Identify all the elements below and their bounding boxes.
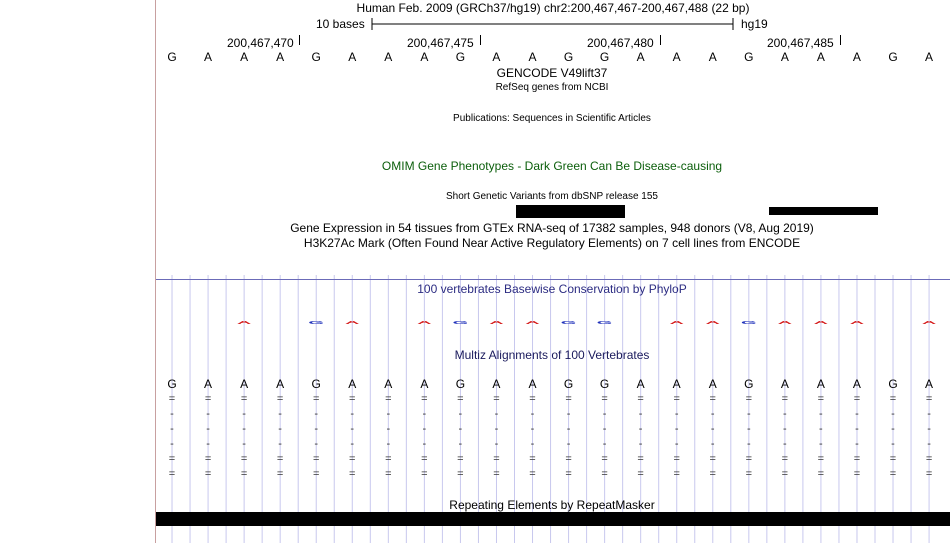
- alignment-cell: -: [530, 423, 535, 435]
- ruler-position: 200,467,480: [587, 36, 654, 50]
- alignment-cell: =: [853, 453, 861, 465]
- conservation-glyph: G: [308, 320, 324, 326]
- omim-track-title[interactable]: OMIM Gene Phenotypes - Dark Green Can Be Disease-causing: [381, 159, 723, 173]
- alignment-cell: =: [637, 468, 644, 480]
- human-base: G: [455, 377, 466, 391]
- alignment-cell: -: [206, 408, 210, 420]
- alignment-cell: =: [601, 453, 608, 465]
- alignment-cell: =: [925, 468, 933, 480]
- alignment-cell: =: [457, 393, 464, 405]
- human-base: A: [708, 377, 717, 391]
- alignment-cell: =: [421, 393, 428, 405]
- ruler-position: 200,467,470: [227, 36, 294, 50]
- alignment-cell: =: [457, 453, 464, 465]
- reference-base: A: [384, 50, 393, 64]
- track-separator: [156, 279, 950, 280]
- alignment-cell: =: [240, 468, 248, 480]
- ruler-position: 200,467,475: [407, 36, 474, 50]
- alignment-cell: =: [817, 468, 825, 480]
- alignment-cell: -: [566, 423, 571, 435]
- conservation-glyph: A: [345, 320, 360, 326]
- refseq-track-title[interactable]: RefSeq genes from NCBI: [495, 82, 609, 93]
- human-base: A: [240, 377, 249, 391]
- alignment-cell: -: [386, 438, 391, 450]
- alignment-cell: =: [276, 468, 284, 480]
- human-base: G: [563, 377, 574, 391]
- alignment-cell: =: [781, 393, 789, 405]
- reference-base: A: [816, 50, 825, 64]
- ruler-position: 200,467,485: [767, 36, 834, 50]
- reference-base: G: [455, 50, 466, 64]
- alignment-cell: -: [458, 423, 463, 435]
- alignment-cell: =: [853, 468, 861, 480]
- alignment-cell: =: [673, 453, 680, 465]
- reference-base: G: [599, 50, 610, 64]
- ruler-tick: [299, 35, 300, 45]
- dbsnp-feature[interactable]: [516, 205, 625, 218]
- alignment-cell: -: [891, 408, 895, 420]
- multiz-track-title[interactable]: Multiz Alignments of 100 Vertebrates: [454, 348, 650, 362]
- alignment-cell: =: [709, 453, 716, 465]
- alignment-cell: -: [891, 423, 895, 435]
- human-base: A: [780, 377, 789, 391]
- alignment-cell: =: [889, 393, 897, 405]
- alignment-cell: -: [242, 438, 246, 450]
- alignment-cell: -: [710, 423, 715, 435]
- alignment-cell: -: [927, 438, 931, 450]
- alignment-cell: -: [819, 408, 823, 420]
- reference-base: G: [888, 50, 898, 64]
- alignment-cell: -: [602, 438, 607, 450]
- alignment-cell: =: [673, 393, 680, 405]
- human-base: A: [636, 377, 645, 391]
- alignment-cell: =: [889, 468, 897, 480]
- alignment-cell: -: [170, 408, 174, 420]
- alignment-cell: =: [709, 393, 716, 405]
- conservation-glyph: G: [596, 320, 613, 326]
- conservation-glyph: A: [489, 320, 504, 326]
- alignment-cell: =: [385, 468, 392, 480]
- alignment-cell: -: [855, 438, 859, 450]
- alignment-cell: -: [278, 423, 282, 435]
- human-base: G: [311, 377, 321, 391]
- alignment-cell: -: [242, 423, 246, 435]
- conservation-glyph: A: [669, 320, 684, 326]
- alignment-cell: =: [673, 468, 680, 480]
- reference-base: A: [240, 50, 249, 64]
- repeatmasker-feature[interactable]: [156, 512, 950, 526]
- reference-base: G: [167, 50, 177, 64]
- human-base: G: [167, 377, 177, 391]
- alignment-cell: -: [350, 438, 355, 450]
- alignment-cell: =: [312, 393, 320, 405]
- alignment-cell: -: [458, 438, 463, 450]
- human-base: G: [888, 377, 898, 391]
- alignment-cell: =: [817, 393, 825, 405]
- alignment-cell: -: [530, 408, 535, 420]
- alignment-cell: =: [637, 393, 644, 405]
- reference-base: A: [925, 50, 934, 64]
- alignment-cell: -: [674, 408, 679, 420]
- alignment-cell: -: [386, 408, 391, 420]
- alignment-cell: =: [745, 393, 753, 405]
- alignment-cell: =: [349, 468, 356, 480]
- alignment-cell: -: [674, 438, 679, 450]
- alignment-cell: -: [783, 423, 787, 435]
- gtex-track-title[interactable]: Gene Expression in 54 tissues from GTEx RNA-seq of 17382 samples, 948 donors (V8, Aug 2019): [290, 221, 814, 235]
- alignment-cell: =: [493, 468, 500, 480]
- reference-base: G: [744, 50, 754, 64]
- alignment-cell: =: [204, 468, 212, 480]
- human-base: G: [744, 377, 754, 391]
- alignment-cell: -: [242, 408, 246, 420]
- alignment-cell: -: [638, 423, 643, 435]
- conservation-glyph: A: [849, 320, 865, 326]
- alignment-cell: =: [349, 393, 356, 405]
- alignment-cell: -: [566, 438, 571, 450]
- alignment-cell: -: [819, 423, 823, 435]
- alignment-cell: =: [745, 468, 753, 480]
- reference-base: A: [708, 50, 717, 64]
- human-base: G: [599, 377, 610, 391]
- alignment-cell: =: [529, 468, 536, 480]
- conservation-glyph: A: [705, 320, 720, 326]
- alignment-cell: -: [638, 408, 643, 420]
- alignment-cell: =: [925, 393, 933, 405]
- alignment-cell: -: [602, 408, 607, 420]
- alignment-cell: =: [457, 468, 464, 480]
- alignment-cell: =: [421, 453, 428, 465]
- conservation-glyph: A: [236, 320, 252, 326]
- alignment-cell: =: [240, 393, 248, 405]
- reference-base: A: [852, 50, 861, 64]
- alignment-cell: -: [674, 423, 679, 435]
- ruler-tick: [480, 35, 481, 45]
- alignment-cell: =: [565, 468, 572, 480]
- alignment-cell: -: [746, 408, 751, 420]
- reference-base: G: [563, 50, 574, 64]
- alignment-cell: =: [781, 468, 789, 480]
- conservation-glyph: G: [560, 320, 577, 326]
- human-base: A: [528, 377, 537, 391]
- alignment-cell: =: [853, 393, 861, 405]
- alignment-cell: -: [350, 423, 355, 435]
- alignment-cell: =: [601, 393, 608, 405]
- conservation-glyph: G: [452, 320, 469, 326]
- human-base: A: [492, 377, 501, 391]
- h3k27ac-track-title[interactable]: H3K27Ac Mark (Often Found Near Active Regulatory Elements) on 7 cell lines from ENCODE: [303, 236, 801, 250]
- alignment-cell: -: [314, 438, 319, 450]
- alignment-cell: =: [276, 393, 284, 405]
- alignment-cell: =: [421, 468, 428, 480]
- alignment-cell: =: [349, 453, 356, 465]
- reference-base: A: [672, 50, 681, 64]
- browser-title: Human Feb. 2009 (GRCh37/hg19) chr2:200,467,467-200,467,488 (22 bp): [356, 1, 750, 15]
- alignment-cell: -: [494, 408, 499, 420]
- publications-track-title[interactable]: Publications: Sequences in Scientific Articles: [453, 113, 651, 124]
- alignment-cell: =: [168, 453, 176, 465]
- alignment-cell: -: [891, 438, 895, 450]
- reference-base: A: [492, 50, 501, 64]
- alignment-cell: -: [566, 408, 571, 420]
- human-base: A: [925, 377, 934, 391]
- alignment-cell: -: [783, 438, 787, 450]
- reference-base: A: [636, 50, 645, 64]
- alignment-cell: =: [745, 453, 753, 465]
- alignment-cell: =: [385, 393, 392, 405]
- human-base: A: [816, 377, 825, 391]
- alignment-cell: =: [493, 393, 500, 405]
- alignment-cell: -: [278, 408, 282, 420]
- alignment-cell: -: [422, 438, 427, 450]
- conservation-glyph: A: [525, 320, 540, 326]
- alignment-cell: -: [927, 423, 931, 435]
- reference-base: A: [204, 50, 213, 64]
- repeatmasker-track-title[interactable]: Repeating Elements by RepeatMasker: [449, 498, 655, 512]
- reference-base: A: [276, 50, 285, 64]
- gencode-track-title[interactable]: GENCODE V49lift37: [496, 66, 608, 80]
- alignment-cell: -: [458, 408, 463, 420]
- alignment-cell: -: [855, 423, 859, 435]
- alignment-cell: =: [565, 393, 572, 405]
- alignment-cell: =: [637, 453, 644, 465]
- alignment-cell: -: [206, 438, 210, 450]
- alignment-cell: -: [530, 438, 535, 450]
- dbsnp-feature[interactable]: [769, 207, 878, 215]
- human-base: A: [348, 377, 357, 391]
- alignment-cell: -: [638, 438, 643, 450]
- alignment-cell: -: [927, 408, 931, 420]
- human-base: A: [276, 377, 285, 391]
- alignment-cell: -: [314, 423, 319, 435]
- alignment-cell: =: [529, 453, 536, 465]
- alignment-cell: =: [601, 468, 608, 480]
- alignment-cell: =: [168, 468, 176, 480]
- alignment-cell: =: [204, 393, 212, 405]
- alignment-cell: =: [709, 468, 716, 480]
- alignment-cell: -: [783, 408, 787, 420]
- alignment-cell: =: [276, 453, 284, 465]
- reference-base: A: [528, 50, 537, 64]
- alignment-cell: -: [819, 438, 823, 450]
- alignment-cell: =: [385, 453, 392, 465]
- alignment-cell: -: [746, 438, 751, 450]
- human-base: A: [204, 377, 213, 391]
- reference-base: A: [348, 50, 357, 64]
- alignment-cell: =: [312, 468, 320, 480]
- alignment-cell: =: [168, 393, 176, 405]
- alignment-cell: -: [602, 423, 607, 435]
- assembly-text: hg19: [741, 17, 768, 31]
- human-base: A: [672, 377, 681, 391]
- scale-bar: [371, 17, 735, 31]
- ruler-tick: [840, 35, 841, 45]
- track-labels-column: [0, 0, 155, 543]
- alignment-cell: =: [529, 393, 536, 405]
- alignment-cell: -: [710, 408, 715, 420]
- alignment-cell: -: [494, 423, 499, 435]
- alignment-cell: -: [386, 423, 391, 435]
- conservation-logo: [156, 300, 950, 340]
- alignment-cell: -: [170, 423, 174, 435]
- scale-text: 10 bases: [316, 17, 365, 31]
- alignment-cell: -: [422, 423, 427, 435]
- alignment-cell: -: [710, 438, 715, 450]
- alignment-cell: =: [565, 453, 572, 465]
- conservation-glyph: A: [417, 320, 432, 326]
- alignment-cell: =: [817, 453, 825, 465]
- alignment-cell: =: [781, 453, 789, 465]
- conservation-glyph: A: [813, 320, 829, 326]
- alignment-cell: =: [204, 453, 212, 465]
- reference-base: A: [780, 50, 789, 64]
- ruler-tick: [660, 35, 661, 45]
- human-base: A: [420, 377, 429, 391]
- alignment-cell: =: [312, 453, 320, 465]
- human-base: A: [384, 377, 393, 391]
- alignment-cell: -: [206, 423, 210, 435]
- reference-base: G: [311, 50, 321, 64]
- conservation-glyph: A: [777, 320, 793, 326]
- human-base: A: [852, 377, 861, 391]
- alignment-cell: -: [422, 408, 427, 420]
- alignment-cell: =: [493, 453, 500, 465]
- alignment-cell: =: [925, 453, 933, 465]
- conservation-glyph: A: [921, 320, 937, 326]
- alignment-cell: -: [314, 408, 319, 420]
- alignment-cell: -: [278, 438, 282, 450]
- alignment-cell: =: [240, 453, 248, 465]
- alignment-cell: -: [494, 438, 499, 450]
- phylop-track-title[interactable]: 100 vertebrates Basewise Conservation by PhyloP: [417, 282, 687, 296]
- alignment-cell: =: [889, 453, 897, 465]
- dbsnp-track-title[interactable]: Short Genetic Variants from dbSNP release 155: [446, 191, 658, 202]
- reference-base: A: [420, 50, 429, 64]
- alignment-cell: -: [746, 423, 751, 435]
- alignment-cell: -: [855, 408, 859, 420]
- alignment-cell: -: [170, 438, 174, 450]
- alignment-cell: -: [350, 408, 355, 420]
- conservation-glyph: G: [741, 320, 757, 326]
